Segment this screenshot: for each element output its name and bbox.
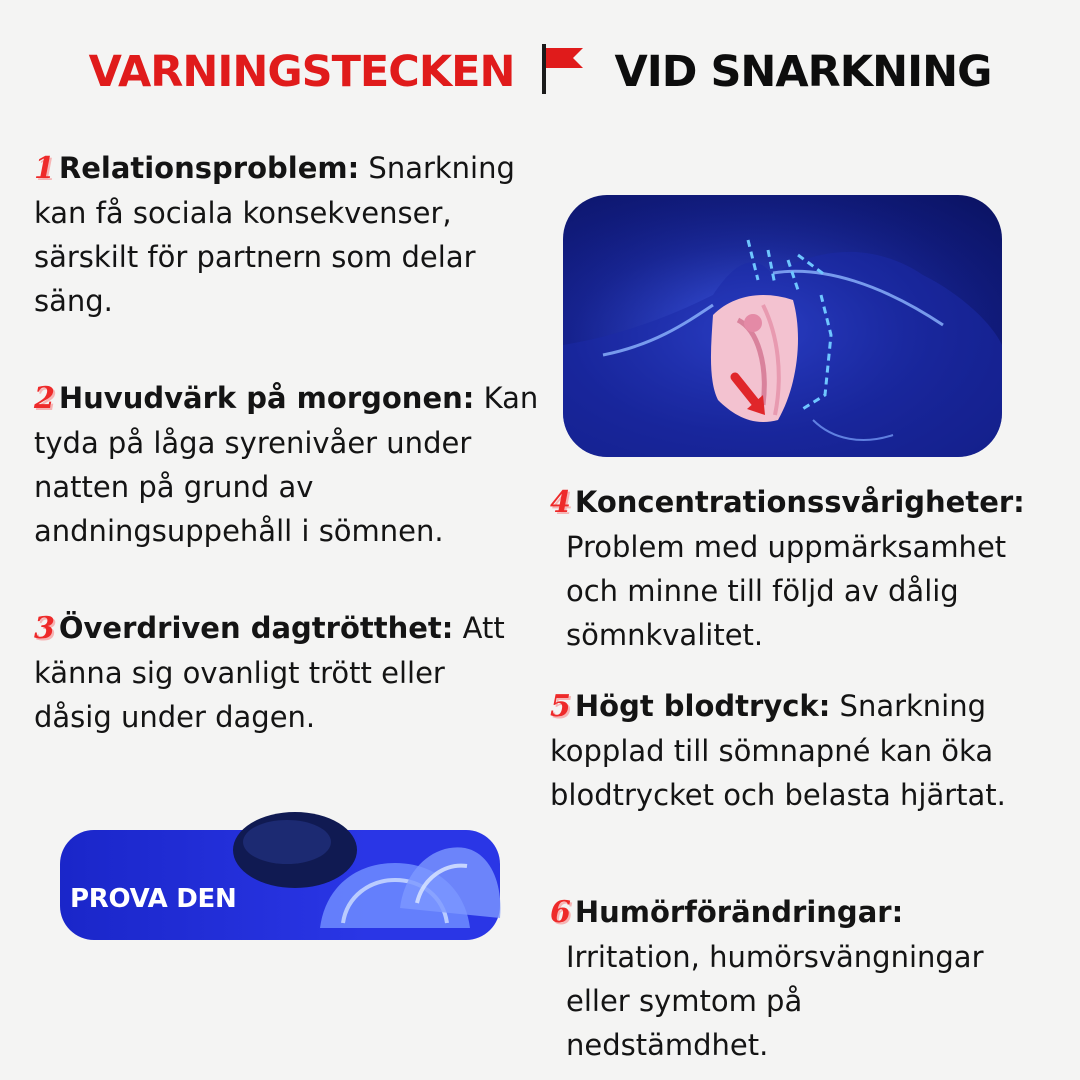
title-part-1: VARNINGSTECKEN [88,47,515,97]
number-2-icon: 2 [34,381,55,416]
item-heading: Överdriven dagtrötthet: [58,611,454,645]
number-6-icon: 6 [550,895,571,930]
warning-item-4 [550,480,1070,657]
item-text: Irritation, humörsvängningar eller symtom på nedstämdhet. [566,940,984,1062]
title-part-2: VID SNARKNING [614,47,992,97]
number-3-icon: 3 [34,611,55,646]
mouthguard-image [225,808,505,948]
item-text: Problem med uppmärksamhet och minne till följd av dålig sömnkvalitet. [566,530,1007,652]
warning-item-1 [34,146,544,323]
warning-item-6 [550,890,1070,1067]
warning-item-2 [34,376,554,553]
item-heading: Huvudvärk på morgonen: [58,381,475,415]
page-title [0,42,1080,107]
warning-item-5 [550,684,1070,817]
item-text: Kan tyda på låga syrenivåer under natten på grund av andningsuppehåll i sömnen. [34,381,539,548]
item-heading: Koncentrationssvårigheter: [574,485,1025,519]
number-4-icon: 4 [550,485,571,520]
red-flag-icon [539,42,587,107]
item-heading: Högt blodtryck: [574,689,831,723]
item-text: Snarkning kan få sociala konsekvenser, särskilt för partnern som delar säng. [34,151,515,318]
snoring-airway-illustration [563,195,1002,457]
try-it-label[interactable]: PROVA DEN [70,884,237,914]
number-1-icon: 1 [34,151,55,186]
warning-item-3 [34,606,524,739]
item-text: Att känna sig ovanligt trött eller dåsig under dagen. [34,611,505,734]
item-text: Snarkning kopplad till sömnapné kan öka blodtrycket och belasta hjärtat. [550,689,1006,812]
number-5-icon: 5 [550,689,571,724]
item-heading: Humörförändringar: [574,895,904,929]
item-heading: Relationsproblem: [58,151,360,185]
